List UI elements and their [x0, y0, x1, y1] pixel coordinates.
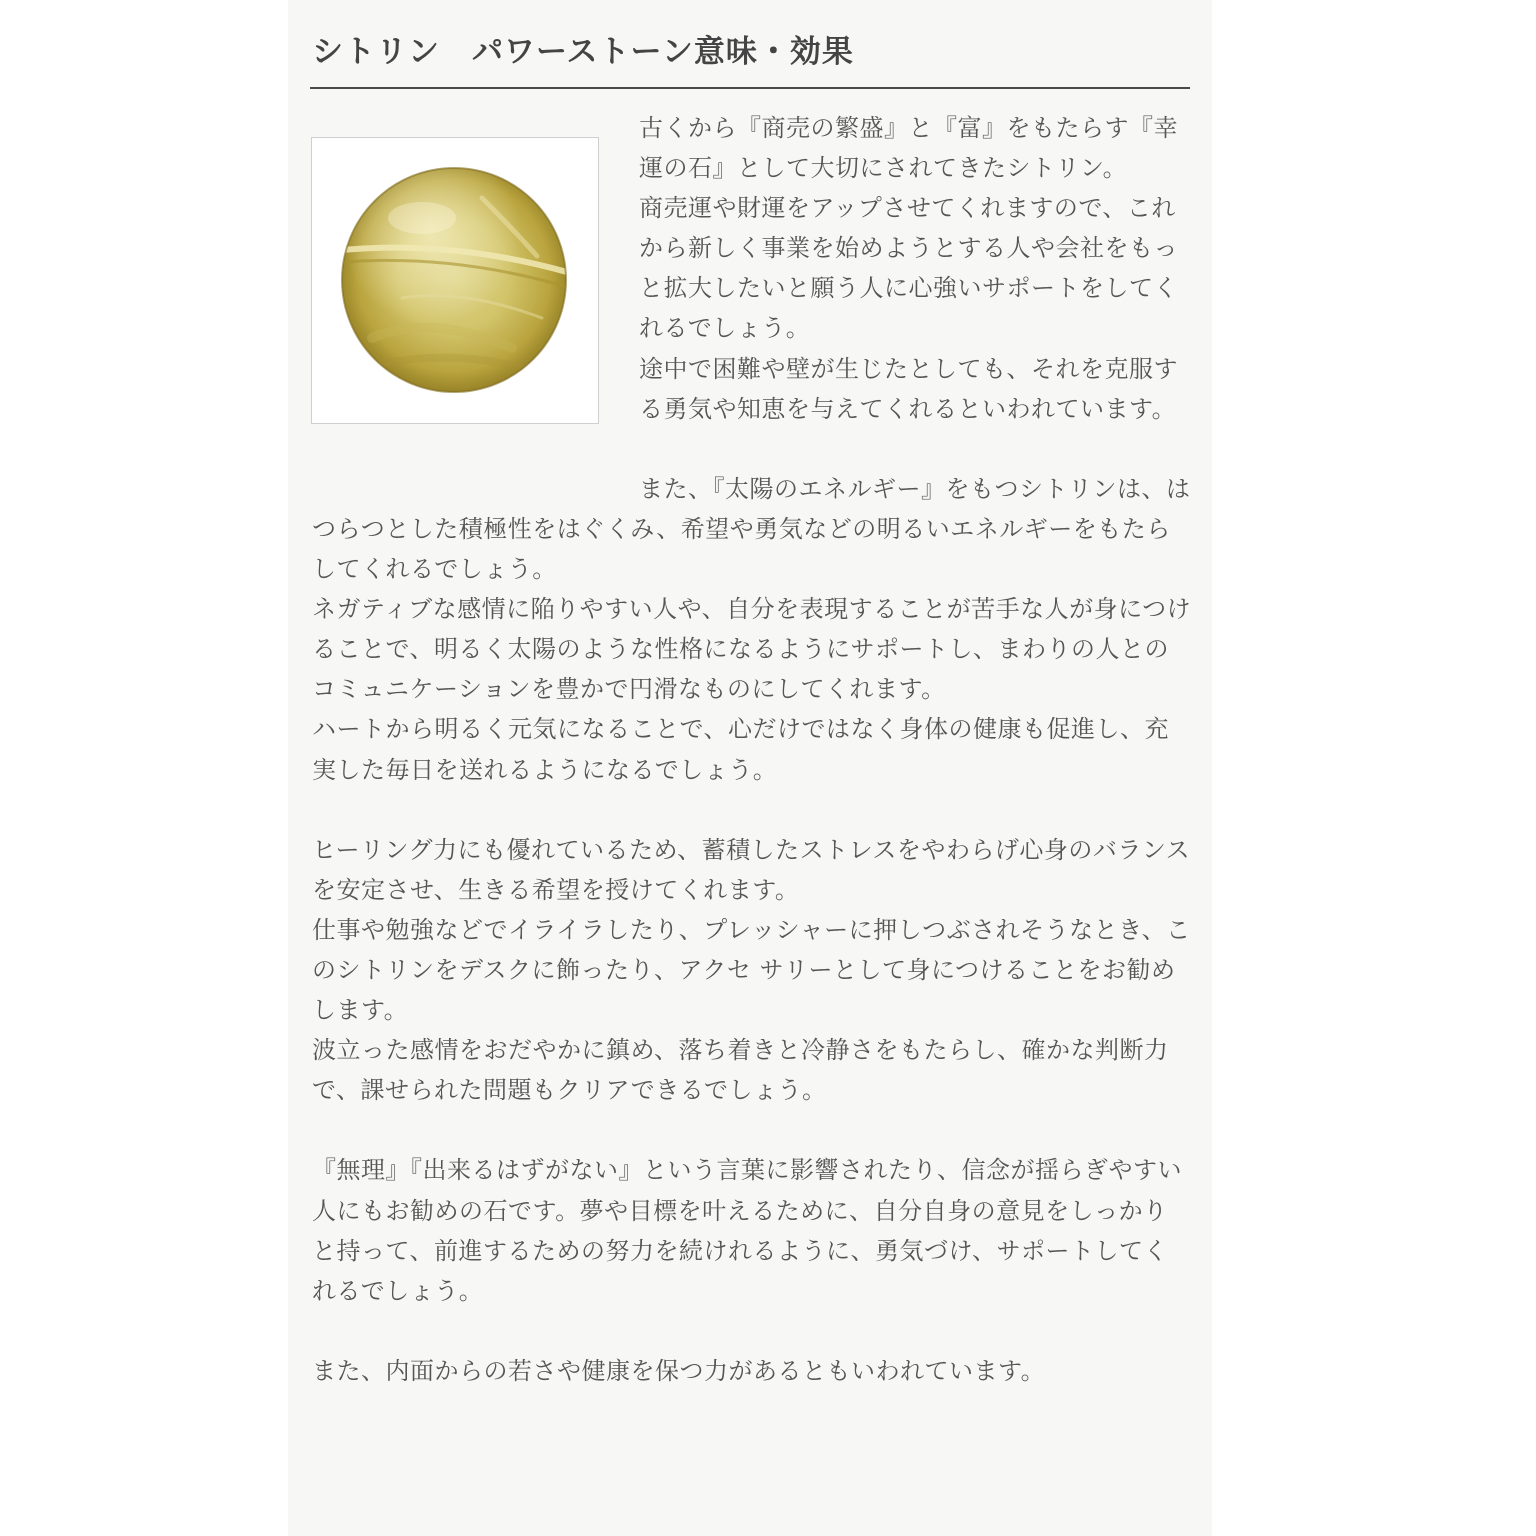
paragraph-gap [312, 1110, 1192, 1150]
article-body [312, 108, 1192, 1391]
paragraph: ヒーリング力にも優れているため、蓄積したストレスをやわらげ心身のバランスを安定させ、生きる希望を授けてくれます。 [312, 835, 1191, 904]
image-spacer [312, 108, 639, 480]
paragraph: 途中で困難や壁が生じたとしても、それを克服する勇気や知恵を与えてくれるといわれています。 [639, 354, 1178, 423]
paragraph: 波立った感情をおだやかに鎮め、落ち着きと冷静さをもたらし、確かな判断力で、課せられた問題もクリアできるでしょう。 [312, 1036, 1169, 1105]
article-title: シトリン パワーストーン意味・効果 [312, 34, 854, 70]
paragraph: 『無理』『出来るはずがない』という言葉に影響されたり、信念が揺らぎやすい人にもお勧めの石です。夢や目標を叶えるために、自分自身の意見をしっかりと持って、前進するための努力を続けれるように、勇気づけ、サポートしてくれるでしょう。 [312, 1156, 1182, 1305]
paragraph: ネガティブな感情に陥りやすい人や、自分を表現することが苦手な人が身につけることで、明るく太陽のような性格になるようにサポートし、まわりの人とのコミュニケーションを豊かで円滑なものにしてくれます。 [312, 595, 1192, 704]
paragraph: 商売運や財運をアップさせてくれますので、これから新しく事業を始めようとする人や会社をもっと拡大したいと願う人に心強いサポートをしてくれるでしょう。 [639, 194, 1178, 343]
paragraph-gap [312, 790, 1192, 830]
paragraph: 古くから『商売の繁盛』と『富』をもたらす『幸運の石』として大切にされてきたシトリン。 [639, 114, 1178, 183]
title-divider [310, 87, 1190, 89]
paragraph: また、『太陽のエネルギー』をもつシトリンは、はつらつとした積極性をはぐくみ、希望や勇気などの明るいエネルギーをもたらしてくれるでしょう。 [312, 474, 1191, 584]
article-page [288, 0, 1212, 1536]
paragraph: 仕事や勉強などでイライラしたり、プレッシャーに押しつぶされそうなとき、このシトリンをデスクに飾ったり、アクセ サリーとして身につけることをお勧めします。 [312, 915, 1191, 1025]
paragraph: ハートから明るく元気になることで、心だけではなく身体の健康も促進し、充実した毎日を送れるようになるでしょう。 [312, 715, 1170, 784]
paragraph-gap [312, 1311, 1192, 1351]
paragraph: また、内面からの若さや健康を保つ力があるともいわれています。 [312, 1356, 1046, 1385]
